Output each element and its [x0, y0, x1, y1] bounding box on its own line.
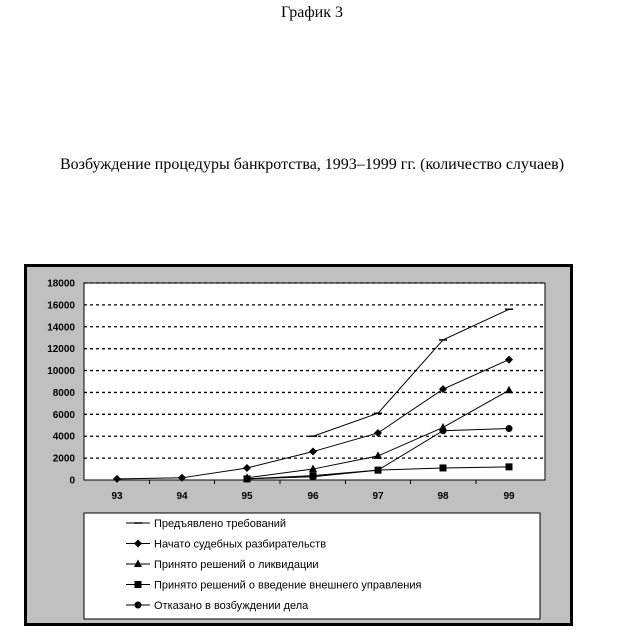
legend-label: Принято решений о ликвидации — [154, 559, 319, 571]
legend-item — [126, 600, 309, 612]
y-tick-label: 6000 — [52, 409, 75, 421]
data-point-circle — [310, 473, 317, 480]
data-point-circle — [440, 427, 447, 434]
y-tick-label: 2000 — [52, 453, 75, 465]
x-tick-label: 97 — [372, 491, 384, 502]
legend-item — [126, 539, 326, 551]
y-tick-label: 12000 — [47, 344, 75, 356]
data-point-circle — [506, 425, 513, 432]
legend-item — [126, 580, 421, 592]
legend-label: Начато судебных разбирательств — [154, 538, 327, 551]
legend-label: Принято решений о введение внешнего управления — [154, 579, 422, 592]
y-tick-label: 14000 — [47, 322, 75, 334]
y-axis-ticks — [47, 279, 75, 487]
y-tick-label: 18000 — [47, 278, 75, 290]
y-tick-label: 8000 — [52, 387, 75, 399]
data-point-circle — [135, 602, 142, 609]
graph-label: График 3 — [280, 4, 344, 21]
x-tick-label: 98 — [437, 491, 449, 502]
x-tick-label: 99 — [503, 491, 515, 502]
x-axis-ticks — [111, 480, 515, 502]
legend-label: Предъявлено требований — [154, 518, 287, 530]
x-tick-label: 93 — [111, 491, 123, 502]
y-tick-label: 16000 — [47, 300, 75, 312]
data-point-square — [135, 581, 142, 588]
data-point-square — [440, 464, 447, 471]
x-tick-label: 96 — [307, 491, 319, 502]
x-tick-label: 95 — [241, 491, 253, 502]
y-tick-label: 10000 — [47, 366, 75, 378]
data-point-circle — [244, 475, 251, 482]
legend-label: Отказано в возбуждении дела — [154, 600, 309, 612]
legend-item — [126, 559, 319, 571]
y-tick-label: 0 — [69, 475, 75, 487]
chart-title: Возбуждение процедуры банкротства, 1993–1999 гг. (количество случаев) — [59, 156, 565, 173]
y-tick-label: 4000 — [52, 431, 75, 443]
x-tick-label: 94 — [176, 491, 188, 502]
data-point-square — [506, 463, 513, 470]
data-point-circle — [375, 467, 382, 474]
